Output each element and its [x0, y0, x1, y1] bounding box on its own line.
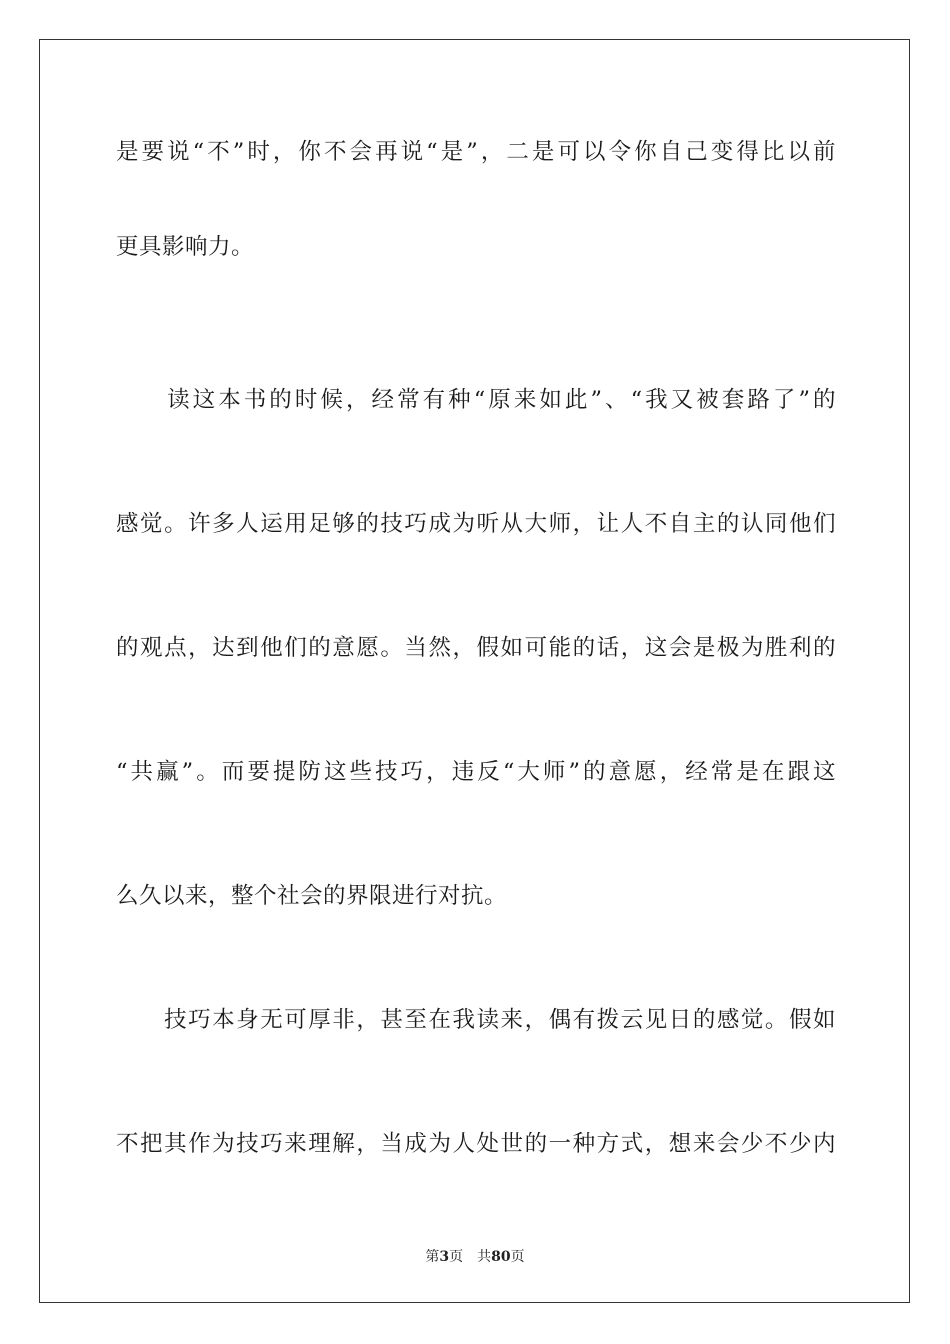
- text-line-8: 技巧本身无可厚非，甚至在我读来，偶有拨云见日的感觉。假如: [116, 1007, 836, 1033]
- text-line-3: 读这本书的时候，经常有种“原来如此”、“我又被套路了”的: [116, 387, 836, 413]
- footer-prefix: 第: [425, 1249, 440, 1265]
- footer-total-pages: 80: [491, 1249, 511, 1265]
- page-footer: [0, 1247, 950, 1267]
- footer-total-suffix: 页: [510, 1249, 525, 1265]
- text-line-2: 更具影响力。: [116, 234, 255, 260]
- footer-page-number: 3: [439, 1249, 450, 1265]
- footer-page-suffix: 页: [449, 1249, 464, 1265]
- text-line-9: 不把其作为技巧来理解，当成为人处世的一种方式，想来会少不少内: [116, 1131, 836, 1157]
- text-line-1: 是要说“不”时，你不会再说“是”，二是可以令你自己变得比以前: [116, 139, 836, 165]
- text-line-7: 么久以来，整个社会的界限进行对抗。: [116, 883, 508, 909]
- text-line-5: 的观点，达到他们的意愿。当然，假如可能的话，这会是极为胜利的: [116, 635, 836, 661]
- page-border: [39, 39, 910, 1303]
- text-line-6: “共赢”。而要提防这些技巧，违反“大师”的意愿，经常是在跟这: [116, 759, 836, 785]
- text-line-4: 感觉。许多人运用足够的技巧成为听从大师，让人不自主的认同他们: [116, 511, 836, 537]
- footer-total-prefix: 共: [477, 1249, 492, 1265]
